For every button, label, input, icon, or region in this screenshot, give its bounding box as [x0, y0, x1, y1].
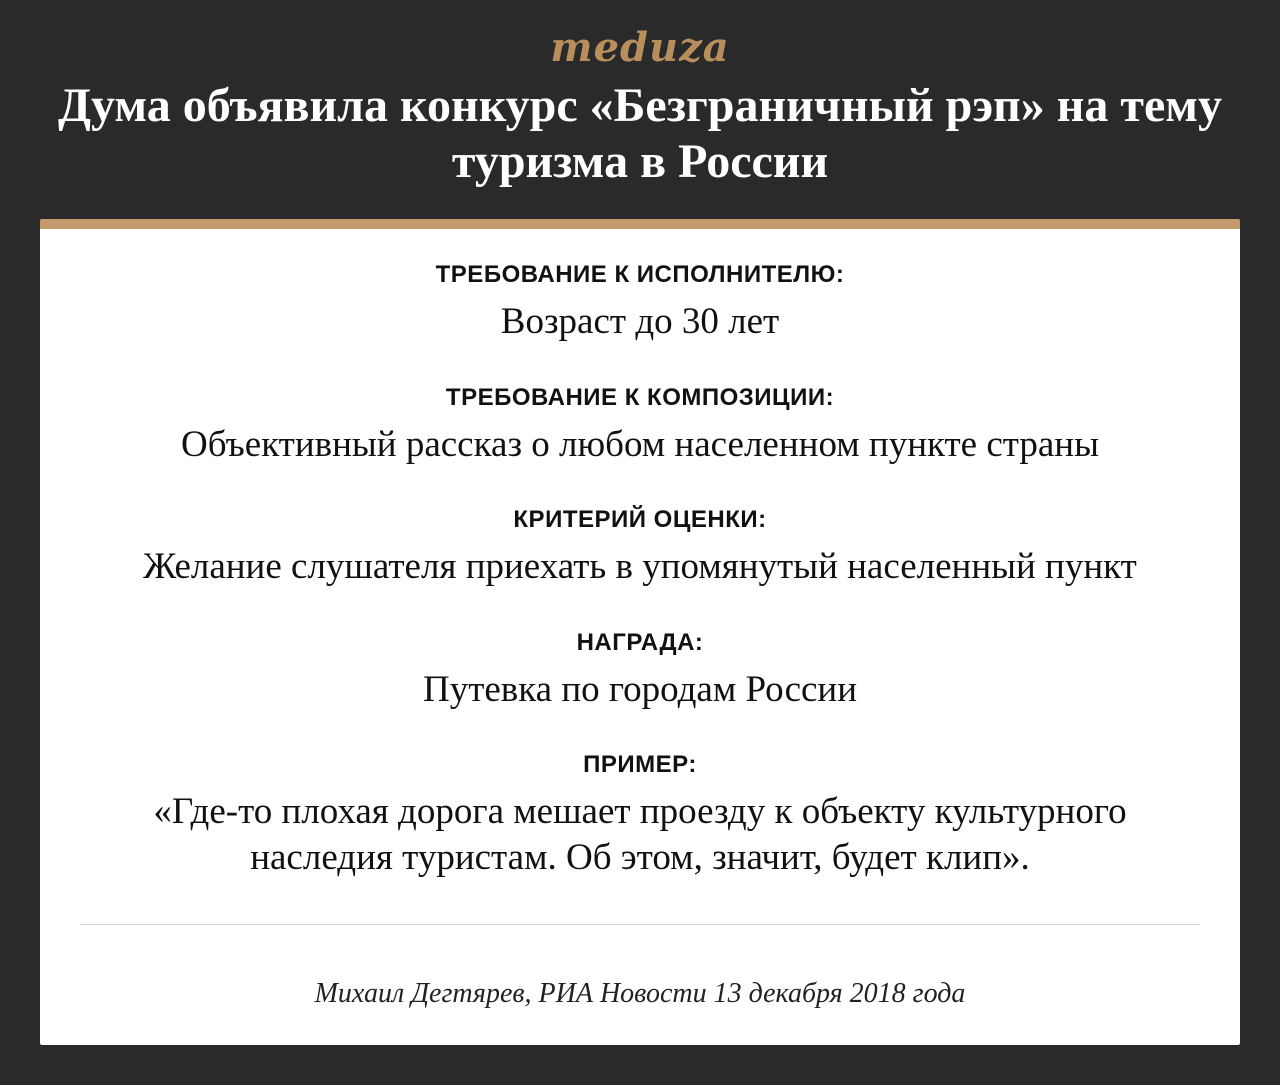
section-value: Желание слушателя приехать в упомянутый населенный пункт: [143, 546, 1137, 587]
section-label: ТРЕБОВАНИЕ К ИСПОЛНИТЕЛЮ:: [435, 261, 845, 288]
section-example: [100, 750, 1180, 881]
section-label: ТРЕБОВАНИЕ К КОМПОЗИЦИИ:: [445, 384, 835, 411]
section-performer: [40, 260, 1240, 345]
section-criterion: [40, 505, 1240, 590]
divider: [80, 924, 1200, 925]
section-label: НАГРАДА:: [576, 629, 704, 656]
section-value: Объективный рассказ о любом населенном пункте страны: [181, 424, 1099, 465]
section-composition: [40, 383, 1240, 468]
headline: Дума объявила конкурс «Безграничный рэп» на тему туризма в России: [58, 79, 1222, 188]
section-value: Возраст до 30 лет: [500, 301, 780, 342]
logo: meduza: [550, 24, 730, 71]
section-reward: [40, 628, 1240, 713]
section-label: КРИТЕРИЙ ОЦЕНКИ:: [513, 506, 767, 533]
section-label: ПРИМЕР:: [583, 751, 697, 778]
section-value: Путевка по городам России: [422, 669, 858, 710]
section-value: «Где-то плохая дорога мешает проезду к объекту культурного наследия туристам. Об этом, значит, будет клип».: [153, 791, 1127, 878]
info-card: [40, 219, 1240, 1045]
source-citation: Михаил Дегтярев, РИА Новости 13 декабря 2018 года: [314, 978, 966, 1009]
